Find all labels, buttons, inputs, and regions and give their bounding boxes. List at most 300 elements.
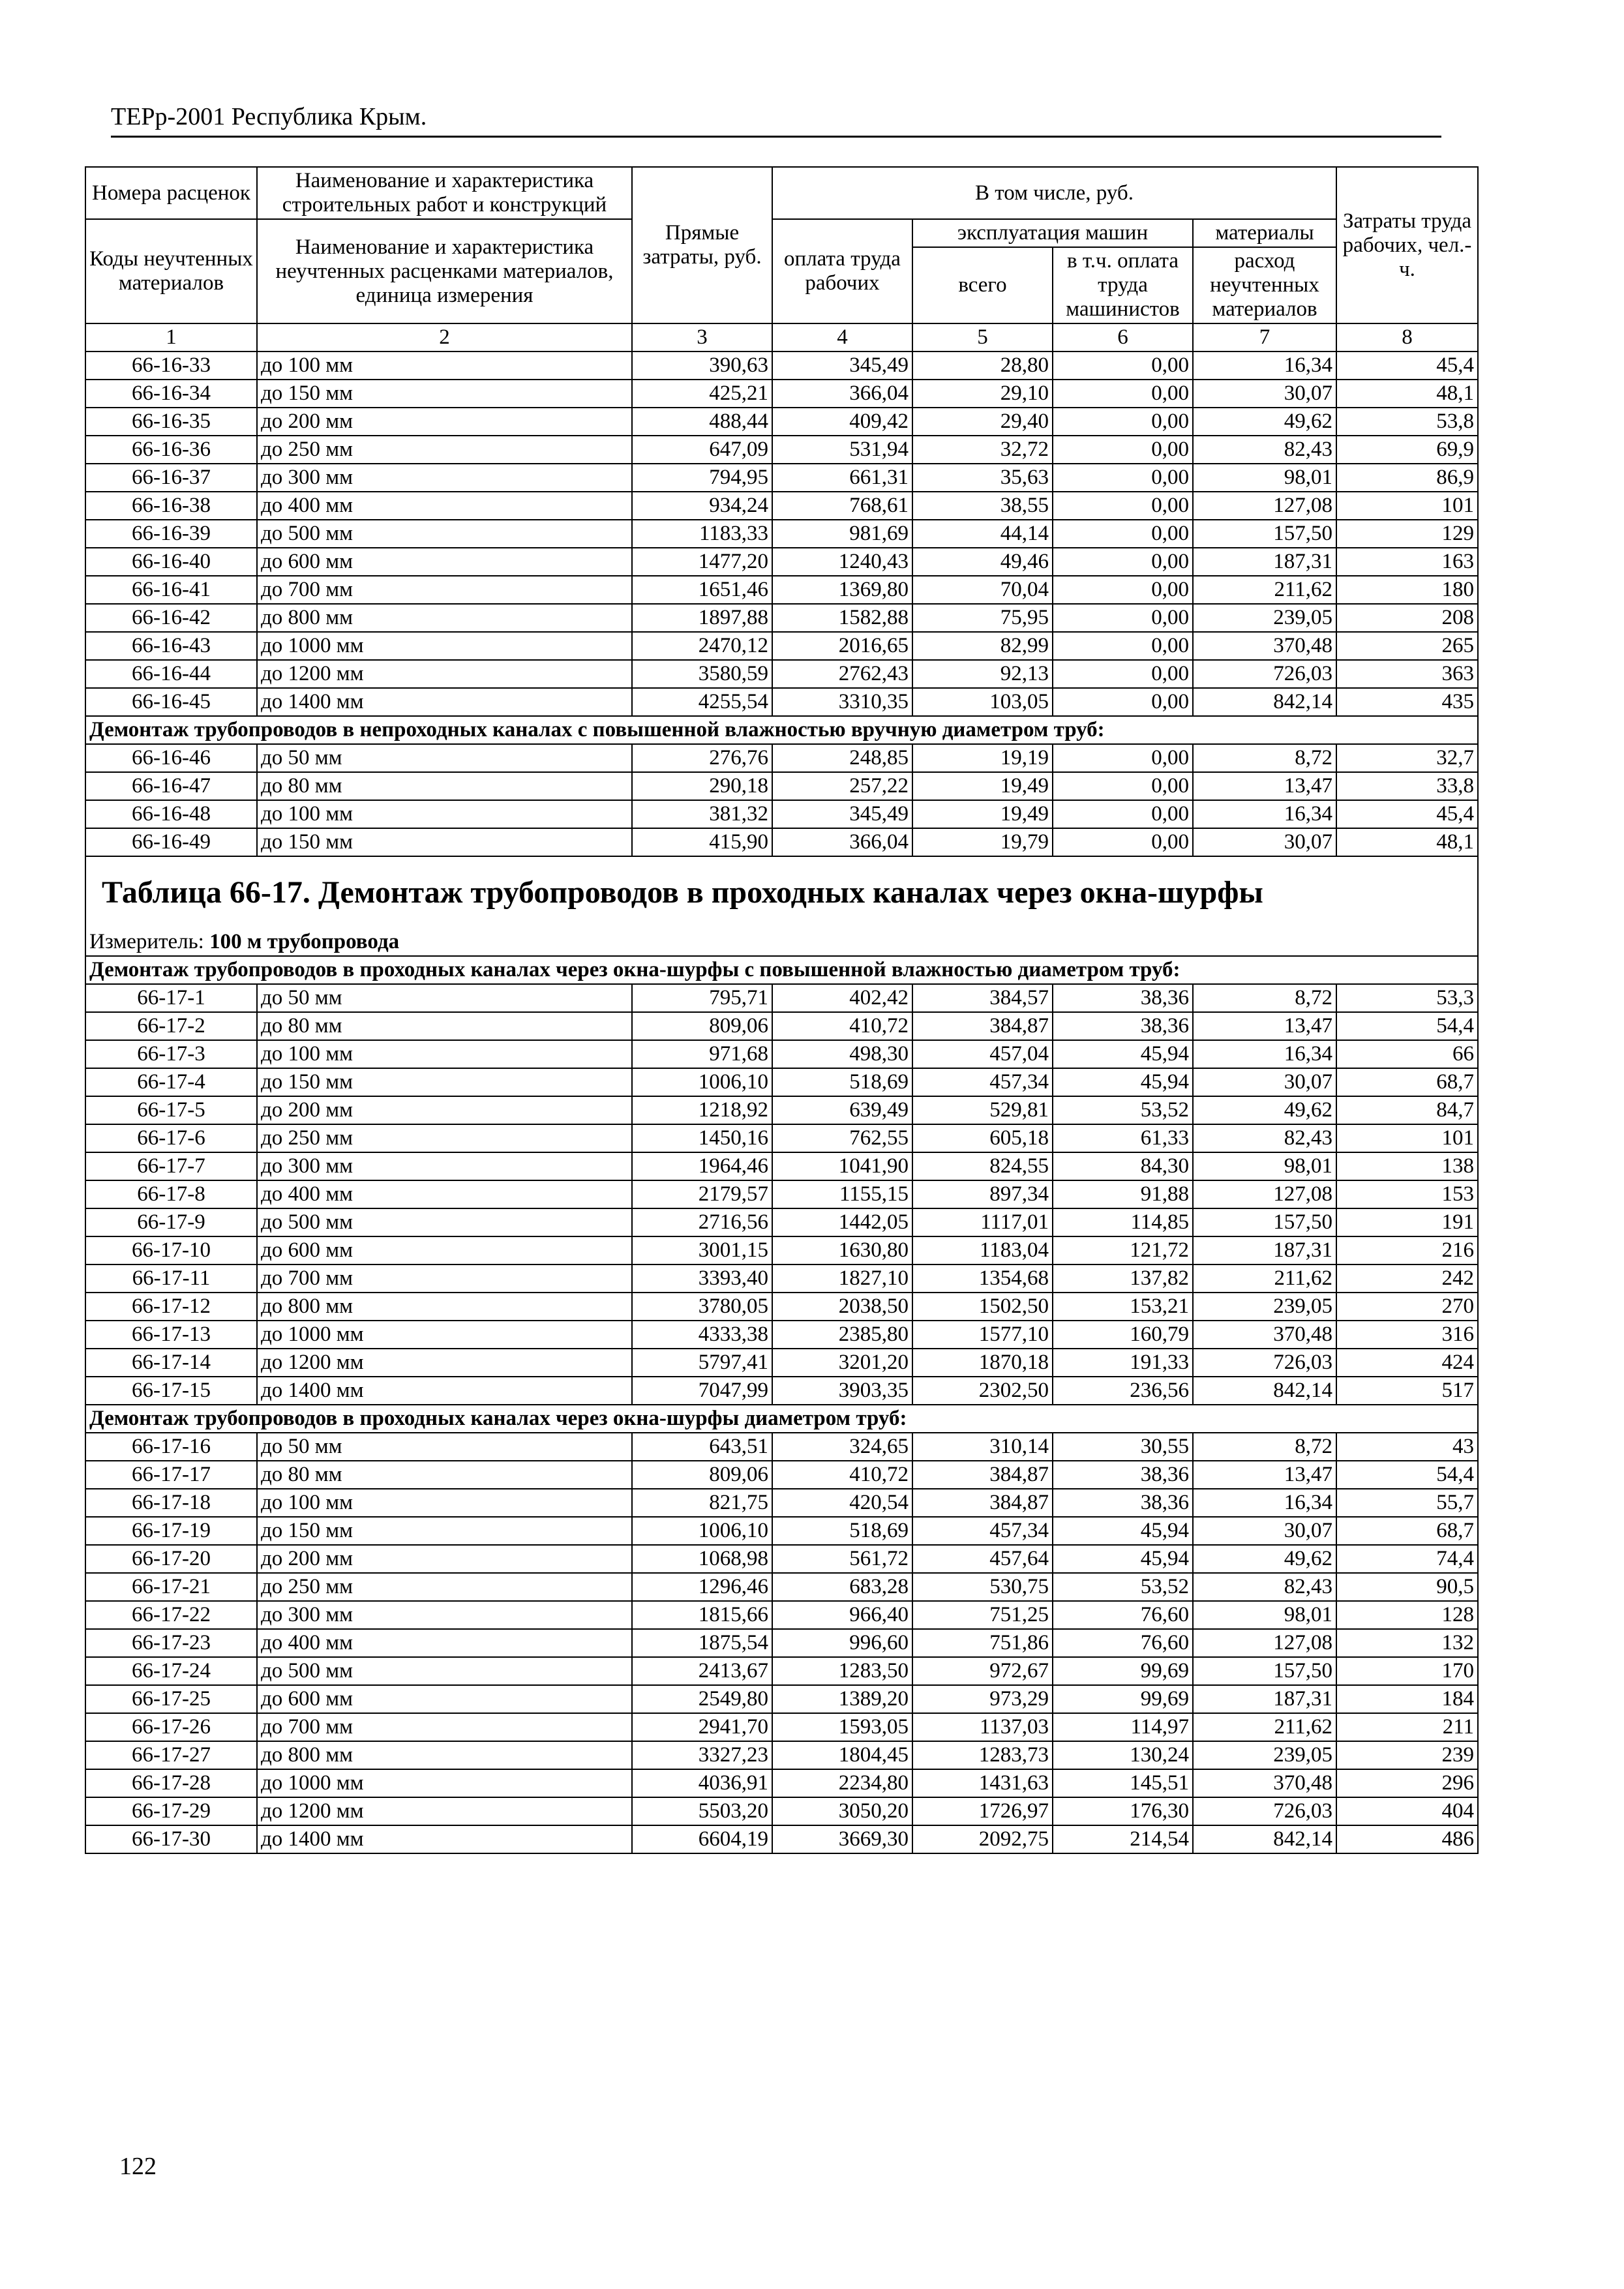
machines-total: 751,86: [912, 1629, 1053, 1657]
material-usage: 370,48: [1193, 1321, 1336, 1349]
table-header: [85, 167, 1478, 352]
header-material-name: Наименование и характеристика неучтенных расценками материалов, единица измерения: [257, 219, 632, 323]
table-row: [85, 1180, 1478, 1208]
worker-pay: 2234,80: [772, 1769, 912, 1797]
direct-costs: 934,24: [632, 492, 772, 520]
labor-hours: 239: [1336, 1741, 1478, 1769]
section-heading: Демонтаж трубопроводов в проходных каналах через окна-шурфы с повышенной влажностью диаметром труб:: [85, 956, 1478, 984]
work-name: до 300 мм: [257, 464, 632, 492]
table-row: [85, 1349, 1478, 1377]
rate-code: 66-17-28: [85, 1769, 257, 1797]
material-usage: 726,03: [1193, 660, 1336, 688]
direct-costs: 4333,38: [632, 1321, 772, 1349]
table-row: [85, 1208, 1478, 1236]
rows-group-c: [85, 984, 1478, 1405]
machinist-pay: 0,00: [1053, 660, 1193, 688]
worker-pay: 345,49: [772, 800, 912, 828]
worker-pay: 1155,15: [772, 1180, 912, 1208]
worker-pay: 762,55: [772, 1124, 912, 1152]
direct-costs: 3327,23: [632, 1741, 772, 1769]
header-machinist-pay: в т.ч. оплата труда машинистов: [1053, 247, 1193, 323]
worker-pay: 420,54: [772, 1489, 912, 1517]
machinist-pay: 91,88: [1053, 1180, 1193, 1208]
rate-code: 66-17-18: [85, 1489, 257, 1517]
table-row: [85, 408, 1478, 436]
worker-pay: 402,42: [772, 984, 912, 1012]
table-row: [85, 436, 1478, 464]
worker-pay: 1369,80: [772, 576, 912, 604]
machines-total: 82,99: [912, 632, 1053, 660]
labor-hours: 296: [1336, 1769, 1478, 1797]
machines-total: 28,80: [912, 352, 1053, 380]
table-row: [85, 1769, 1478, 1797]
machines-total: 457,34: [912, 1517, 1053, 1545]
work-name: до 200 мм: [257, 408, 632, 436]
rate-code: 66-16-38: [85, 492, 257, 520]
work-name: до 300 мм: [257, 1601, 632, 1629]
machines-total: 19,49: [912, 772, 1053, 800]
machines-total: 457,34: [912, 1068, 1053, 1096]
direct-costs: 1897,88: [632, 604, 772, 632]
direct-costs: 1006,10: [632, 1068, 772, 1096]
work-name: до 150 мм: [257, 1068, 632, 1096]
direct-costs: 2549,80: [632, 1685, 772, 1713]
header-material-codes: Коды неучтенных материалов: [85, 219, 257, 323]
rate-code: 66-17-15: [85, 1377, 257, 1405]
machines-total: 1354,68: [912, 1264, 1053, 1293]
material-usage: 98,01: [1193, 1152, 1336, 1180]
machines-total: 1870,18: [912, 1349, 1053, 1377]
table-row: [85, 1825, 1478, 1853]
machinist-pay: 45,94: [1053, 1040, 1193, 1068]
rows-group-b: [85, 744, 1478, 856]
table-title-cell: [85, 856, 1478, 929]
direct-costs: 390,63: [632, 352, 772, 380]
material-usage: 157,50: [1193, 520, 1336, 548]
page-header: ТЕРр-2001 Республика Крым.: [111, 98, 1441, 138]
work-name: до 1400 мм: [257, 1377, 632, 1405]
labor-hours: 153: [1336, 1180, 1478, 1208]
labor-hours: 32,7: [1336, 744, 1478, 772]
direct-costs: 2179,57: [632, 1180, 772, 1208]
machines-total: 92,13: [912, 660, 1053, 688]
material-usage: 13,47: [1193, 772, 1336, 800]
labor-hours: 404: [1336, 1797, 1478, 1825]
machinist-pay: 0,00: [1053, 828, 1193, 856]
section-heading: Демонтаж трубопроводов в непроходных каналах с повышенной влажностью вручную диаметром труб:: [85, 716, 1478, 744]
rate-code: 66-17-23: [85, 1629, 257, 1657]
column-number: 6: [1053, 323, 1193, 352]
work-name: до 1400 мм: [257, 688, 632, 716]
machinist-pay: 0,00: [1053, 408, 1193, 436]
worker-pay: 518,69: [772, 1517, 912, 1545]
table-row: [85, 1152, 1478, 1180]
rate-code: 66-16-33: [85, 352, 257, 380]
machinist-pay: 160,79: [1053, 1321, 1193, 1349]
machinist-pay: 0,00: [1053, 464, 1193, 492]
worker-pay: 1827,10: [772, 1264, 912, 1293]
rate-code: 66-16-49: [85, 828, 257, 856]
work-name: до 600 мм: [257, 548, 632, 576]
labor-hours: 270: [1336, 1293, 1478, 1321]
work-name: до 800 мм: [257, 1293, 632, 1321]
direct-costs: 1815,66: [632, 1601, 772, 1629]
labor-hours: 84,7: [1336, 1096, 1478, 1124]
labor-hours: 216: [1336, 1236, 1478, 1264]
labor-hours: 45,4: [1336, 352, 1478, 380]
direct-costs: 6604,19: [632, 1825, 772, 1853]
worker-pay: 966,40: [772, 1601, 912, 1629]
header-labor-costs: Затраты труда рабочих, чел.-ч.: [1336, 167, 1478, 323]
direct-costs: 5503,20: [632, 1797, 772, 1825]
machines-total: 19,19: [912, 744, 1053, 772]
work-name: до 500 мм: [257, 1657, 632, 1685]
header-machines-total: всего: [912, 247, 1053, 323]
measure-label: Измеритель:: [89, 930, 204, 953]
machinist-pay: 45,94: [1053, 1545, 1193, 1573]
worker-pay: 3201,20: [772, 1349, 912, 1377]
machinist-pay: 45,94: [1053, 1517, 1193, 1545]
rate-code: 66-17-27: [85, 1741, 257, 1769]
machines-total: 49,46: [912, 548, 1053, 576]
work-name: до 150 мм: [257, 380, 632, 408]
worker-pay: 366,04: [772, 828, 912, 856]
machinist-pay: 114,85: [1053, 1208, 1193, 1236]
column-number: 3: [632, 323, 772, 352]
material-usage: 726,03: [1193, 1797, 1336, 1825]
labor-hours: 208: [1336, 604, 1478, 632]
material-usage: 211,62: [1193, 1264, 1336, 1293]
material-usage: 8,72: [1193, 984, 1336, 1012]
column-number: 4: [772, 323, 912, 352]
labor-hours: 184: [1336, 1685, 1478, 1713]
rate-code: 66-16-42: [85, 604, 257, 632]
material-usage: 16,34: [1193, 1489, 1336, 1517]
worker-pay: 768,61: [772, 492, 912, 520]
machines-total: 384,87: [912, 1012, 1053, 1040]
table-row: [85, 492, 1478, 520]
table-row: [85, 984, 1478, 1012]
work-name: до 50 мм: [257, 744, 632, 772]
material-usage: 49,62: [1193, 1096, 1336, 1124]
table-row: [85, 1489, 1478, 1517]
machinist-pay: 145,51: [1053, 1769, 1193, 1797]
direct-costs: 2941,70: [632, 1713, 772, 1741]
labor-hours: 74,4: [1336, 1545, 1478, 1573]
machinist-pay: 0,00: [1053, 800, 1193, 828]
machinist-pay: 191,33: [1053, 1349, 1193, 1377]
machinist-pay: 0,00: [1053, 604, 1193, 632]
machinist-pay: 0,00: [1053, 380, 1193, 408]
direct-costs: 1651,46: [632, 576, 772, 604]
table-row: [85, 1012, 1478, 1040]
rate-code: 66-16-48: [85, 800, 257, 828]
work-name: до 1400 мм: [257, 1825, 632, 1853]
direct-costs: 647,09: [632, 436, 772, 464]
rate-code: 66-17-22: [85, 1601, 257, 1629]
table-row: [85, 1236, 1478, 1264]
labor-hours: 517: [1336, 1377, 1478, 1405]
column-numbers-row: [85, 323, 1478, 352]
machines-total: 824,55: [912, 1152, 1053, 1180]
worker-pay: 1630,80: [772, 1236, 912, 1264]
table-title-group: [85, 856, 1478, 984]
labor-hours: 68,7: [1336, 1068, 1478, 1096]
rate-code: 66-16-36: [85, 436, 257, 464]
machinist-pay: 0,00: [1053, 520, 1193, 548]
machines-total: 2302,50: [912, 1377, 1053, 1405]
material-usage: 16,34: [1193, 352, 1336, 380]
direct-costs: 971,68: [632, 1040, 772, 1068]
rate-code: 66-17-13: [85, 1321, 257, 1349]
direct-costs: 4036,91: [632, 1769, 772, 1797]
table-row: [85, 548, 1478, 576]
material-usage: 8,72: [1193, 744, 1336, 772]
table-row: [85, 1797, 1478, 1825]
work-name: до 1200 мм: [257, 1797, 632, 1825]
machinist-pay: 130,24: [1053, 1741, 1193, 1769]
direct-costs: 381,32: [632, 800, 772, 828]
machinist-pay: 76,60: [1053, 1601, 1193, 1629]
direct-costs: 795,71: [632, 984, 772, 1012]
worker-pay: 366,04: [772, 380, 912, 408]
table-row: [85, 464, 1478, 492]
work-name: до 250 мм: [257, 1573, 632, 1601]
labor-hours: 48,1: [1336, 380, 1478, 408]
worker-pay: 1593,05: [772, 1713, 912, 1741]
machinist-pay: 0,00: [1053, 632, 1193, 660]
work-name: до 400 мм: [257, 492, 632, 520]
material-usage: 127,08: [1193, 1180, 1336, 1208]
direct-costs: 415,90: [632, 828, 772, 856]
labor-hours: 101: [1336, 1124, 1478, 1152]
table-row: [85, 772, 1478, 800]
rate-code: 66-16-39: [85, 520, 257, 548]
machinist-pay: 0,00: [1053, 352, 1193, 380]
machines-total: 2092,75: [912, 1825, 1053, 1853]
labor-hours: 138: [1336, 1152, 1478, 1180]
worker-pay: 661,31: [772, 464, 912, 492]
machinist-pay: 236,56: [1053, 1377, 1193, 1405]
labor-hours: 53,3: [1336, 984, 1478, 1012]
machinist-pay: 0,00: [1053, 772, 1193, 800]
labor-hours: 55,7: [1336, 1489, 1478, 1517]
rate-code: 66-17-8: [85, 1180, 257, 1208]
labor-hours: 242: [1336, 1264, 1478, 1293]
machinist-pay: 0,00: [1053, 744, 1193, 772]
machinist-pay: 99,69: [1053, 1685, 1193, 1713]
table-row: [85, 688, 1478, 716]
work-name: до 700 мм: [257, 1713, 632, 1741]
worker-pay: 410,72: [772, 1461, 912, 1489]
material-usage: 13,47: [1193, 1461, 1336, 1489]
rate-code: 66-17-2: [85, 1012, 257, 1040]
machines-total: 1431,63: [912, 1769, 1053, 1797]
machines-total: 605,18: [912, 1124, 1053, 1152]
work-name: до 1000 мм: [257, 1321, 632, 1349]
labor-hours: 180: [1336, 576, 1478, 604]
header-direct-costs: Прямые затраты, руб.: [632, 167, 772, 323]
machines-total: 384,87: [912, 1489, 1053, 1517]
rate-code: 66-16-37: [85, 464, 257, 492]
material-usage: 187,31: [1193, 548, 1336, 576]
work-name: до 1200 мм: [257, 1349, 632, 1377]
table-row: [85, 1573, 1478, 1601]
material-usage: 30,07: [1193, 828, 1336, 856]
machinist-pay: 214,54: [1053, 1825, 1193, 1853]
direct-costs: 425,21: [632, 380, 772, 408]
table-row: [85, 1040, 1478, 1068]
work-name: до 400 мм: [257, 1629, 632, 1657]
worker-pay: 410,72: [772, 1012, 912, 1040]
header-machines: эксплуатация машин: [912, 219, 1193, 247]
rate-code: 66-17-11: [85, 1264, 257, 1293]
rate-code: 66-17-6: [85, 1124, 257, 1152]
rate-code: 66-17-9: [85, 1208, 257, 1236]
section-heading: Демонтаж трубопроводов в проходных каналах через окна-шурфы диаметром труб:: [85, 1405, 1478, 1433]
material-usage: 187,31: [1193, 1236, 1336, 1264]
material-usage: 239,05: [1193, 1741, 1336, 1769]
machines-total: 103,05: [912, 688, 1053, 716]
table-title: Таблица 66-17. Демонтаж трубопроводов в проходных каналах через окна-шурфы: [102, 875, 1263, 910]
rate-code: 66-17-17: [85, 1461, 257, 1489]
table-row: [85, 1433, 1478, 1461]
material-usage: 82,43: [1193, 1573, 1336, 1601]
table-row: [85, 1461, 1478, 1489]
machinist-pay: 137,82: [1053, 1264, 1193, 1293]
table-row: [85, 520, 1478, 548]
measure-line: [85, 929, 1478, 956]
direct-costs: 1964,46: [632, 1152, 772, 1180]
labor-hours: 68,7: [1336, 1517, 1478, 1545]
table-row: [85, 576, 1478, 604]
labor-hours: 129: [1336, 520, 1478, 548]
worker-pay: 345,49: [772, 352, 912, 380]
machines-total: 384,57: [912, 984, 1053, 1012]
machines-total: 38,55: [912, 492, 1053, 520]
section-d-heading-group: [85, 1405, 1478, 1433]
machines-total: 1577,10: [912, 1321, 1053, 1349]
direct-costs: 2470,12: [632, 632, 772, 660]
labor-hours: 163: [1336, 548, 1478, 576]
direct-costs: 1450,16: [632, 1124, 772, 1152]
measure-value: 100 м трубопровода: [209, 930, 400, 953]
table-row: [85, 1629, 1478, 1657]
worker-pay: 1389,20: [772, 1685, 912, 1713]
direct-costs: 809,06: [632, 1461, 772, 1489]
material-usage: 13,47: [1193, 1012, 1336, 1040]
machinist-pay: 53,52: [1053, 1573, 1193, 1601]
material-usage: 82,43: [1193, 436, 1336, 464]
header-rate-numbers: Номера расценок: [85, 167, 257, 219]
machines-total: 70,04: [912, 576, 1053, 604]
table-row: [85, 380, 1478, 408]
direct-costs: 3001,15: [632, 1236, 772, 1264]
material-usage: 239,05: [1193, 1293, 1336, 1321]
direct-costs: 1875,54: [632, 1629, 772, 1657]
table-row: [85, 828, 1478, 856]
worker-pay: 2762,43: [772, 660, 912, 688]
header-including: В том числе, руб.: [772, 167, 1336, 219]
labor-hours: 101: [1336, 492, 1478, 520]
table-row: [85, 1685, 1478, 1713]
labor-hours: 191: [1336, 1208, 1478, 1236]
machinist-pay: 61,33: [1053, 1124, 1193, 1152]
material-usage: 239,05: [1193, 604, 1336, 632]
labor-hours: 53,8: [1336, 408, 1478, 436]
machinist-pay: 53,52: [1053, 1096, 1193, 1124]
work-name: до 100 мм: [257, 1040, 632, 1068]
work-name: до 200 мм: [257, 1545, 632, 1573]
worker-pay: 1283,50: [772, 1657, 912, 1685]
work-name: до 600 мм: [257, 1685, 632, 1713]
machines-total: 384,87: [912, 1461, 1053, 1489]
work-name: до 100 мм: [257, 352, 632, 380]
rate-code: 66-17-4: [85, 1068, 257, 1096]
labor-hours: 363: [1336, 660, 1478, 688]
machines-total: 1283,73: [912, 1741, 1053, 1769]
material-usage: 49,62: [1193, 1545, 1336, 1573]
machinist-pay: 45,94: [1053, 1068, 1193, 1096]
worker-pay: 498,30: [772, 1040, 912, 1068]
worker-pay: 409,42: [772, 408, 912, 436]
rate-code: 66-17-7: [85, 1152, 257, 1180]
machines-total: 751,25: [912, 1601, 1053, 1629]
work-name: до 150 мм: [257, 1517, 632, 1545]
machines-total: 529,81: [912, 1096, 1053, 1124]
header-work-name: Наименование и характеристика строительных работ и конструкций: [257, 167, 632, 219]
section-b-heading-group: [85, 716, 1478, 744]
labor-hours: 33,8: [1336, 772, 1478, 800]
machines-total: 44,14: [912, 520, 1053, 548]
worker-pay: 1804,45: [772, 1741, 912, 1769]
machines-total: 457,04: [912, 1040, 1053, 1068]
labor-hours: 54,4: [1336, 1012, 1478, 1040]
worker-pay: 1240,43: [772, 548, 912, 576]
material-usage: 30,07: [1193, 1068, 1336, 1096]
material-usage: 211,62: [1193, 576, 1336, 604]
material-usage: 127,08: [1193, 492, 1336, 520]
worker-pay: 248,85: [772, 744, 912, 772]
rate-code: 66-16-46: [85, 744, 257, 772]
column-number: 8: [1336, 323, 1478, 352]
work-name: до 400 мм: [257, 1180, 632, 1208]
worker-pay: 2038,50: [772, 1293, 912, 1321]
material-usage: 30,07: [1193, 1517, 1336, 1545]
machinist-pay: 84,30: [1053, 1152, 1193, 1180]
rate-code: 66-16-40: [85, 548, 257, 576]
table-row: [85, 1068, 1478, 1096]
rate-code: 66-17-25: [85, 1685, 257, 1713]
labor-hours: 435: [1336, 688, 1478, 716]
table-row: [85, 604, 1478, 632]
rate-code: 66-17-1: [85, 984, 257, 1012]
rate-code: 66-17-29: [85, 1797, 257, 1825]
work-name: до 700 мм: [257, 576, 632, 604]
machinist-pay: 114,97: [1053, 1713, 1193, 1741]
work-name: до 200 мм: [257, 1096, 632, 1124]
machines-total: 1502,50: [912, 1293, 1053, 1321]
rate-code: 66-16-41: [85, 576, 257, 604]
rows-group-d: [85, 1433, 1478, 1853]
rate-code: 66-17-20: [85, 1545, 257, 1573]
labor-hours: 90,5: [1336, 1573, 1478, 1601]
machinist-pay: 176,30: [1053, 1797, 1193, 1825]
worker-pay: 1582,88: [772, 604, 912, 632]
rate-code: 66-17-26: [85, 1713, 257, 1741]
labor-hours: 132: [1336, 1629, 1478, 1657]
material-usage: 30,07: [1193, 380, 1336, 408]
